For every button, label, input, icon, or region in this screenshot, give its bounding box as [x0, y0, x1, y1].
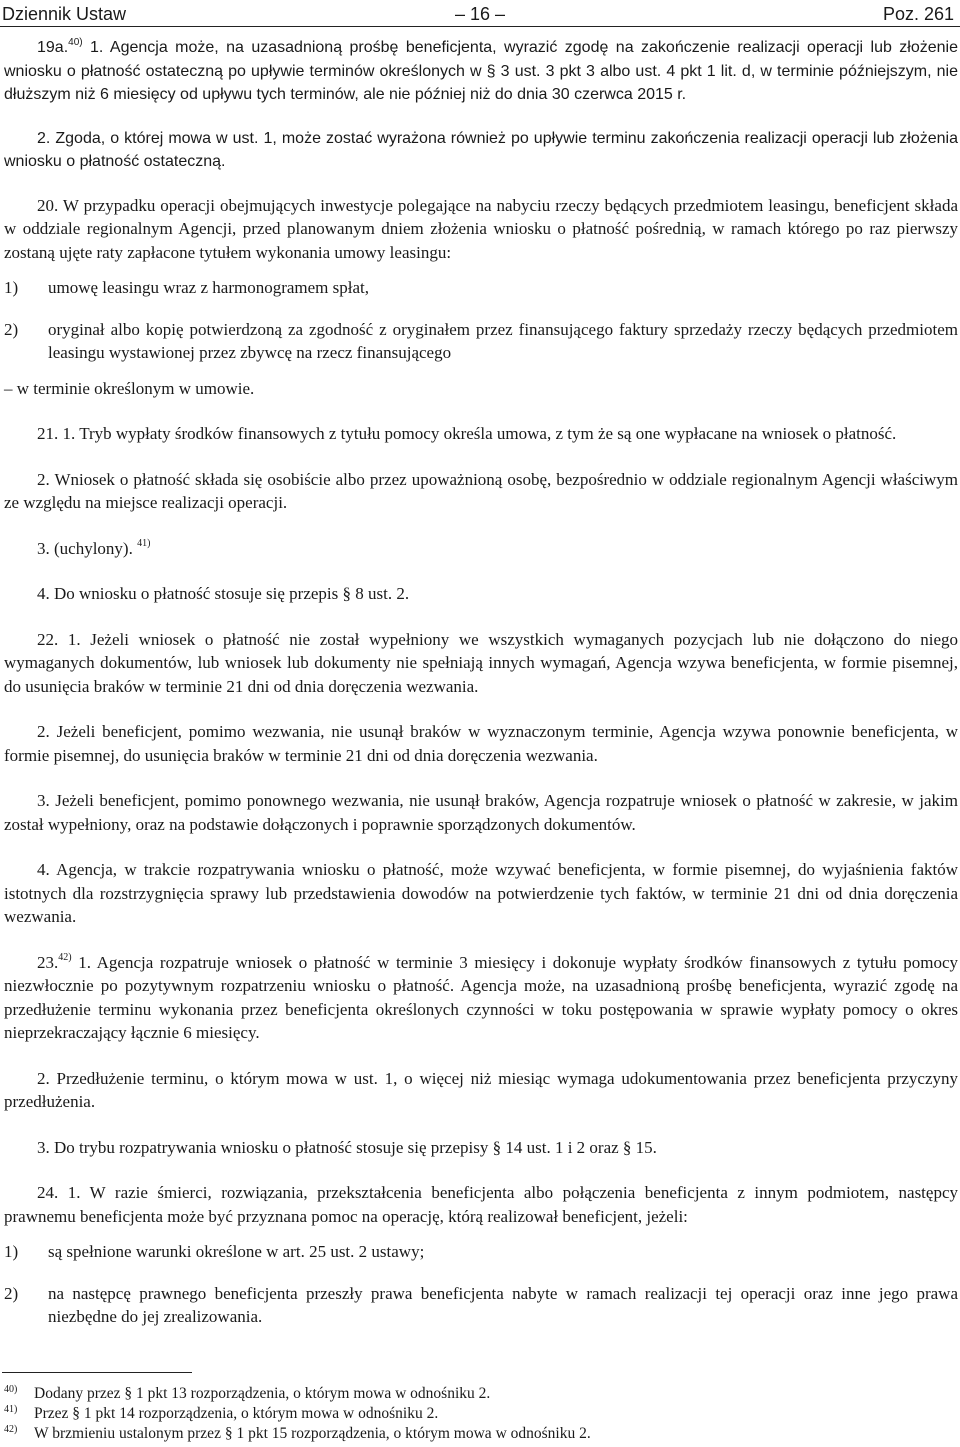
list-item-text: umowę leasingu wraz z harmonogramem spłat, — [48, 278, 370, 297]
footnote-mark: 42) — [4, 1424, 18, 1435]
paragraph-24-1: 24. 1. W razie śmierci, rozwiązania, przekształcenia beneficjenta albo połączenia beneficjenta z innym podmiotem, następcy prawnemu beneficjenta może być przyznana pomoc na operację, którą realizował beneficjent, jeżeli: — [4, 1183, 958, 1226]
paragraph-text: 1. Agencja może, na uzasadnioną prośbę beneficjenta, wyrazić zgodę na zakończenie realizacji operacji lub złożenie wniosku o płatność ostateczną po upływie terminów określonych w § 3 ust. 3 pkt 3 albo ust. 4 pkt 1 lit. d, w terminie późniejszym, nie dłuższym niż 6 miesięcy od upływu tych terminów, ale nie później niż do dnia 30 czerwca 2015 r. — [4, 39, 958, 103]
list-item-text: oryginał albo kopię potwierdzoną za zgodność z oryginałem przez finansującego faktury sprzedaży rzeczy będących przedmiotem leasingu wystawionej przez zbywcę na rzecz finansującego — [48, 319, 958, 362]
footnote-text: Przez § 1 pkt 14 rozporządzenia, o którym mowa w odnośniku 2. — [34, 1405, 439, 1422]
footnote-text: W brzmieniu ustalonym przez § 1 pkt 15 rozporządzenia, o którym mowa w odnośniku 2. — [34, 1425, 591, 1442]
document-body — [4, 36, 958, 1329]
paragraph-19a-1 — [4, 36, 958, 107]
footnote-ref: 41) — [137, 537, 151, 549]
paragraph-19a-2: 2. Zgoda, o której mowa w ust. 1, może zostać wyrażona również po upływie terminu zakończenia realizacji operacji lub złożenia wniosku o płatność ostateczną. — [4, 129, 958, 170]
footnote-ref: 40) — [68, 36, 83, 48]
footnote-rule — [2, 1372, 192, 1373]
paragraph-22-1: 22. 1. Jeżeli wniosek o płatność nie został wypełniony we wszystkich wymaganych pozycjach lub nie dołączono do niego wymaganych dokumentów, lub wniosek lub dokumenty nie spełniają innych wymagań, Agencja wzywa beneficjenta, w formie pisemnej, do usunięcia braków w terminie 21 dni od dnia doręczenia wezwania. — [4, 629, 958, 696]
journal-title: Dziennik Ustaw — [2, 4, 127, 24]
footnote-text: Dodany przez § 1 pkt 13 rozporządzenia, o którym mowa w odnośniku 2. — [34, 1385, 491, 1402]
page-header — [0, 0, 960, 24]
paragraph-23-3: 3. Do trybu rozpatrywania wniosku o płatność stosuje się przepisy § 14 ust. 1 i 2 oraz § 15. — [37, 1137, 657, 1157]
section-number: 23. — [37, 952, 59, 972]
paragraph-text: 3. (uchylony). — [37, 538, 133, 558]
paragraph-text: 1. Agencja rozpatruje wniosek o płatność w terminie 3 miesięcy i dokonuje wypłaty środków finansowych z tytułu pomocy niezwłocznie po pozytywnym rozpatrzeniu wniosku o płatność. Agencja może, na uzasadnioną prośbę beneficjenta, wyrazić zgodę na przedłużenie terminu wykonania przez beneficjenta określonych czynności w toku postępowania w sprawie wypłaty pomocy o okres nieprzekraczający łącznie 6 miesięcy. — [4, 952, 958, 1042]
list-item — [4, 1282, 958, 1329]
paragraph-21-3 — [4, 537, 958, 561]
paragraph-22-3: 3. Jeżeli beneficjent, pomimo ponownego wezwania, nie usunął braków, Agencja rozpatruje wniosek o płatność w zakresie, w jakim został wypełniony, oraz na podstawie dołączonych i poprawnie sporządzonych dokumentów. — [4, 791, 958, 834]
paragraph-23-1 — [4, 951, 958, 1045]
list-item-number: 1) — [4, 1242, 19, 1261]
paragraph-20-tail: – w terminie określonym w umowie. — [4, 378, 255, 398]
list-item-text: są spełnione warunki określone w art. 25 ust. 2 ustawy; — [48, 1242, 425, 1261]
paragraph-21-2: 2. Wniosek o płatność składa się osobiście albo przez upoważnioną osobę, bezpośrednio w oddziale regionalnym Agencji właściwym ze względu na miejsce realizacji operacji. — [4, 469, 958, 512]
list-item — [4, 318, 958, 365]
list-item — [4, 276, 958, 300]
footnote-mark: 41) — [4, 1404, 18, 1415]
paragraph-21-1: 21. 1. Tryb wypłaty środków finansowych z tytułu pomocy określa umowa, z tym że są one wypłacane na wniosek o płatność. — [37, 424, 897, 443]
paragraph-22-4: 4. Agencja, w trakcie rozpatrywania wniosku o płatność, może wzywać beneficjenta, w formie pisemnej, do wyjaśnienia faktów istotnych dla rozstrzygnięcia sprawy lub przedstawienia dowodów na potwierdzenie tych faktów, w terminie 21 dni od dnia doręczenia wezwania. — [4, 860, 958, 926]
list-item-number: 2) — [4, 319, 19, 339]
list-item-text: na następcę prawnego beneficjenta przeszły prawa beneficjenta nabyte w ramach realizacji tej operacji oraz inne jego prawa niezbędne do jej zrealizowania. — [48, 1283, 958, 1326]
position-number: Poz. 261 — [882, 4, 954, 24]
footnote-ref: 42) — [58, 951, 72, 963]
list-item-number: 1) — [4, 278, 19, 297]
paragraph-22-2: 2. Jeżeli beneficjent, pomimo wezwania, nie usunął braków w wyznaczonym terminie, Agencja wzywa ponownie beneficjenta, w formie pisemnej, do usunięcia braków w terminie 21 dni od dnia doręczenia wezwania. — [4, 722, 958, 765]
section-number: 19a. — [37, 39, 69, 56]
paragraph-23-2: 2. Przedłużenie terminu, o którym mowa w ust. 1, o więcej niż miesiąc wymaga udokumentowania przez beneficjenta przyczyny przedłużenia. — [4, 1068, 958, 1111]
footnote-mark: 40) — [4, 1384, 18, 1395]
list-item — [4, 1240, 958, 1264]
paragraph-20: 20. W przypadku operacji obejmujących inwestycje polegające na nabyciu rzeczy będących przedmiotem leasingu, beneficjent składa w oddziale regionalnym Agencji, przed planowanym dniem złożenia wniosku o płatność pośrednią, w ramach którego po raz pierwszy zostaną ujęte raty zapłacone tytułem wykonania umowy leasingu: — [4, 195, 958, 262]
page-number: – 16 – — [454, 4, 506, 24]
paragraph-21-4: 4. Do wniosku o płatność stosuje się przepis § 8 ust. 2. — [37, 584, 410, 603]
header-rule — [0, 26, 960, 27]
list-item-number: 2) — [4, 1283, 19, 1303]
